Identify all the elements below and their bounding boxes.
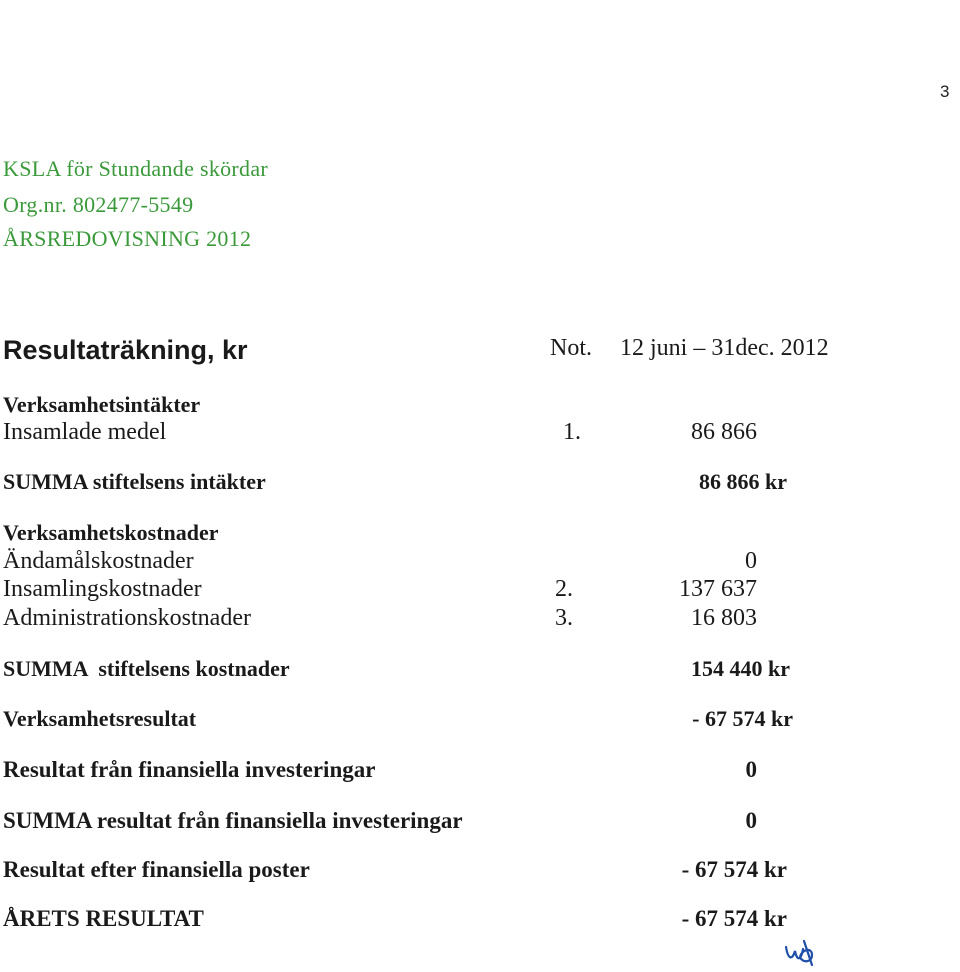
total-financial-row — [0, 808, 960, 838]
fundraising-costs-row — [0, 576, 960, 606]
total-financial-label: SUMMA resultat från finansiella investeringar — [3, 808, 463, 833]
total-income-label: SUMMA stiftelsens intäkter — [3, 469, 266, 494]
result-after-financial-label: Resultat efter finansiella poster — [3, 857, 310, 882]
admin-costs-label: Administrationskostnader — [3, 605, 251, 631]
purpose-costs-value: 0 — [745, 548, 757, 574]
period-column-header: 12 juni – 31dec. 2012 — [620, 335, 829, 361]
cost-heading: Verksamhetskostnader — [3, 520, 219, 545]
income-heading: Verksamhetsintäkter — [3, 392, 201, 417]
org-name: KSLA för Stundande skördar — [3, 156, 269, 181]
total-income-value: 86 866 kr — [699, 469, 787, 494]
collected-funds-label: Insamlade medel — [3, 419, 167, 445]
report-title: ÅRSREDOVISNING 2012 — [3, 226, 252, 251]
purpose-costs-label: Ändamålskostnader — [3, 548, 194, 574]
statement-title-row — [0, 335, 960, 369]
financial-result-label: Resultat från finansiella investeringar — [3, 757, 376, 782]
fundraising-costs-label: Insamlingskostnader — [3, 576, 202, 602]
collected-funds-row — [0, 419, 960, 449]
total-income-row — [0, 469, 960, 499]
statement-title: Resultaträkning, kr — [3, 335, 248, 365]
result-after-financial-row — [0, 857, 960, 887]
total-costs-value: 154 440 kr — [691, 656, 790, 681]
total-costs-row — [0, 656, 960, 686]
admin-costs-value: 16 803 — [691, 605, 757, 631]
financial-result-row — [0, 757, 960, 787]
signature-initials-icon — [782, 937, 822, 967]
year-result-label: ÅRETS RESULTAT — [3, 906, 204, 931]
admin-costs-note: 3. — [555, 605, 573, 631]
cost-heading-row — [0, 520, 960, 550]
year-result-value: - 67 574 kr — [681, 906, 787, 931]
operating-result-value: - 67 574 kr — [692, 706, 793, 731]
fundraising-costs-note: 2. — [555, 576, 573, 602]
page-number: 3 — [940, 82, 950, 101]
operating-result-label: Verksamhetsresultat — [3, 706, 197, 731]
result-after-financial-value: - 67 574 kr — [681, 857, 787, 882]
operating-result-row — [0, 706, 960, 736]
purpose-costs-row — [0, 548, 960, 578]
year-result-row — [0, 906, 960, 936]
collected-funds-value: 86 866 — [691, 419, 757, 445]
note-column-header: Not. — [550, 335, 592, 361]
total-financial-value: 0 — [745, 808, 757, 833]
total-costs-label: SUMMA stiftelsens kostnader — [3, 656, 290, 681]
collected-funds-note: 1. — [563, 419, 581, 445]
admin-costs-row — [0, 605, 960, 635]
fundraising-costs-value: 137 637 — [679, 576, 757, 602]
income-heading-row — [0, 392, 960, 422]
org-number: Org.nr. 802477-5549 — [3, 192, 194, 217]
financial-result-value: 0 — [745, 757, 757, 782]
